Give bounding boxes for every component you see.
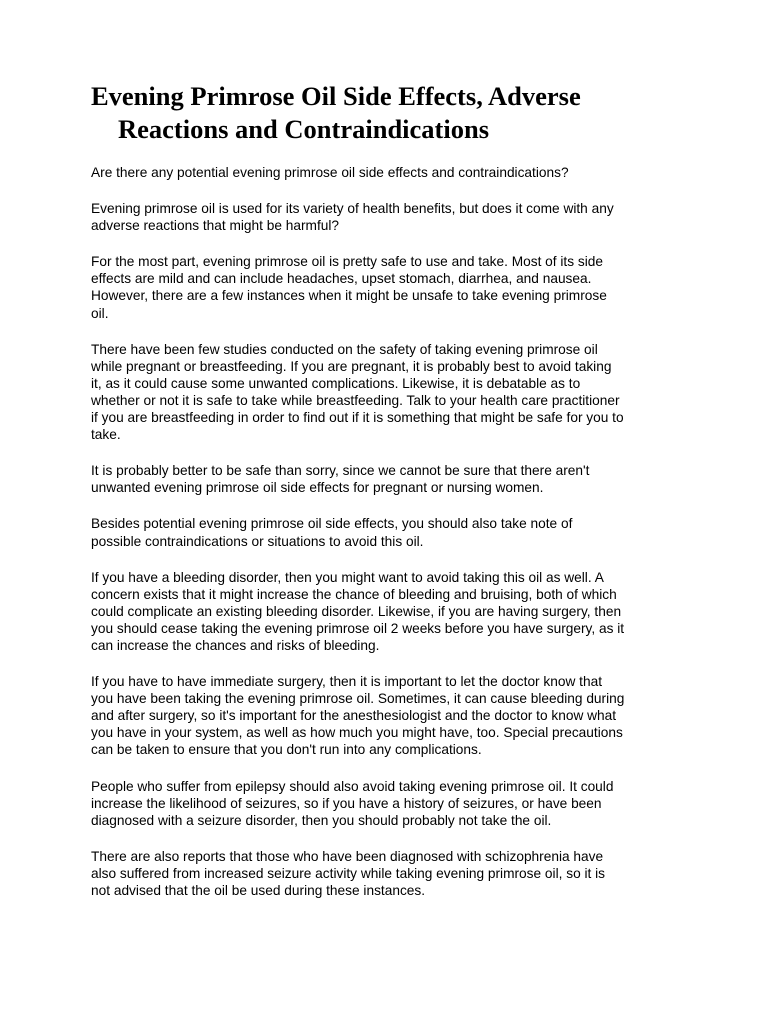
- title-line: Reactions and Contraindications: [118, 114, 490, 144]
- paragraph: [91, 515, 691, 549]
- paragraph-line: Besides potential evening primrose oil side effects, you should also take note of: [91, 516, 573, 532]
- paragraph-line: and after surgery, so it's important for the anesthesiologist and the doctor to know what: [91, 708, 617, 724]
- paragraph-line: also suffered from increased seizure activity while taking evening primrose oil, so it is: [91, 865, 606, 881]
- paragraph-line: adverse reactions that might be harmful?: [91, 218, 340, 234]
- paragraph-line: can increase the chances and risks of bleeding.: [91, 637, 380, 653]
- paragraph-line: It is probably better to be safe than sorry, since we cannot be sure that there aren't: [91, 463, 590, 479]
- paragraph-line: it, as it could cause some unwanted complications. Likewise, it is debatable as to: [91, 375, 581, 391]
- paragraph: [91, 569, 691, 654]
- paragraph-line: increase the likelihood of seizures, so if you have a history of seizures, or have been: [91, 795, 602, 811]
- paragraph-line: diagnosed with a seizure disorder, then you should probably not take the oil.: [91, 812, 552, 828]
- paragraph-line: can be taken to ensure that you don't run into any complications.: [91, 742, 482, 758]
- title-line: Evening Primrose Oil Side Effects, Adverse: [91, 81, 581, 111]
- paragraph: [91, 341, 691, 444]
- paragraph-line: If you have a bleeding disorder, then you might want to avoid taking this oil as well. A: [91, 569, 604, 585]
- paragraph-line: People who suffer from epilepsy should also avoid taking evening primrose oil. It could: [91, 778, 614, 794]
- paragraph-line: oil.: [91, 305, 109, 321]
- paragraph: [91, 462, 691, 496]
- paragraph-line: However, there are a few instances when it might be unsafe to take evening primrose: [91, 288, 607, 304]
- article-body: [91, 164, 691, 918]
- paragraph-line: For the most part, evening primrose oil is pretty safe to use and take. Most of its side: [91, 254, 603, 270]
- paragraph-line: Evening primrose oil is used for its variety of health benefits, but does it come with any: [91, 201, 614, 217]
- paragraph-line: There are also reports that those who have been diagnosed with schizophrenia have: [91, 848, 604, 864]
- paragraph: [91, 778, 691, 829]
- paragraph-line: effects are mild and can include headaches, upset stomach, diarrhea, and nausea.: [91, 271, 592, 287]
- paragraph-line: take.: [91, 427, 121, 443]
- paragraph: [91, 200, 691, 234]
- paragraph-line: There have been few studies conducted on the safety of taking evening primrose oil: [91, 341, 598, 357]
- paragraph-line: Are there any potential evening primrose oil side effects and contraindications?: [91, 165, 569, 180]
- paragraph-line: whether or not it is safe to take while breastfeeding. Talk to your health care practitioner: [91, 392, 620, 408]
- paragraph-line: possible contraindications or situations to avoid this oil.: [91, 533, 424, 549]
- paragraph-line: not advised that the oil be used during these instances.: [91, 883, 426, 898]
- paragraph-line: If you have to have immediate surgery, then it is important to let the doctor know that: [91, 674, 603, 690]
- paragraph-line: could complicate an existing bleeding disorder. Likewise, if you are having surgery, then: [91, 603, 622, 619]
- paragraph: [91, 164, 691, 181]
- page-title: [91, 80, 691, 146]
- paragraph-line: unwanted evening primrose oil side effects for pregnant or nursing women.: [91, 480, 544, 496]
- paragraph-line: concern exists that it might increase the chance of bleeding and bruising, both of which: [91, 586, 617, 602]
- paragraph: [91, 253, 691, 321]
- paragraph-line: if you are breastfeeding in order to find out if it is something that might be safe for you to: [91, 410, 624, 426]
- paragraph-line: you have in your system, as well as how much you might have, too. Special precautions: [91, 725, 623, 741]
- paragraph: [91, 673, 691, 758]
- paragraph-line: you have been taking the evening primrose oil. Sometimes, it can cause bleeding during: [91, 691, 625, 707]
- paragraph-line: while pregnant or breastfeeding. If you are pregnant, it is probably best to avoid taking: [91, 358, 612, 374]
- paragraph: [91, 848, 691, 899]
- paragraph-line: you should cease taking the evening primrose oil 2 weeks before you have surgery, as it: [91, 620, 625, 636]
